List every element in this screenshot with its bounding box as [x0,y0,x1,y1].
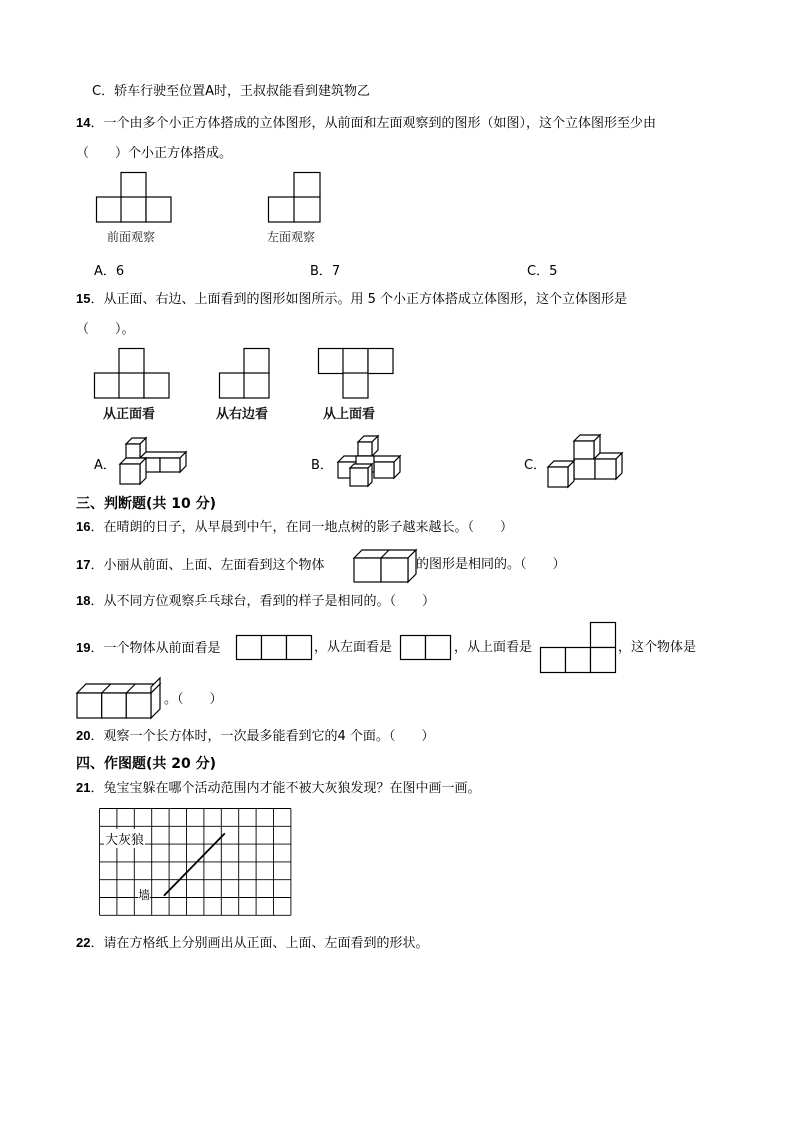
q14-text-line1 [76,114,656,133]
wall-line [164,833,225,895]
q22-number: 22 [76,935,91,950]
q17-object-figure [352,544,418,586]
q19-line [76,639,220,658]
q21-number: 21 [76,780,91,795]
q15-text-line2: （ ）。 [76,322,135,337]
q19-text-d: ，这个物体是 [618,640,697,655]
q14-option-c[interactable]: C．5 [527,264,558,279]
q13-option-c: C．轿车行驶至位置A时，王叔叔能看到建筑物乙 [92,84,370,99]
q14-number: 14 [76,115,91,130]
q21-wolf-label: 大灰狼 [104,829,145,848]
q18-text: ．从不同方位观察乒乓球台，看到的样子是相同的。（ ） [90,594,435,609]
q19-text-c: ，从上面看是 [454,640,533,655]
q14-left-view-figure [268,172,324,224]
q14-front-view-figure [96,172,176,224]
section-3-title: 三、判断题(共 10 分) [76,496,217,512]
q17-number: 17 [76,557,91,572]
q17-text-after: 的图形是相同的。（ ） [416,557,566,572]
q15-option-a-cubes[interactable] [118,436,190,486]
q16 [76,518,513,537]
q14-option-b[interactable]: B．7 [310,264,341,279]
q22-text: ．请在方格纸上分别画出从正面、上面、左面看到的形状。 [90,936,429,951]
q15-right-caption: 从右边看 [216,407,269,422]
q17-text-before: ．小丽从前面、上面、左面看到这个物体 [90,558,325,573]
q17 [76,556,324,575]
q15-top-caption: 从上面看 [323,407,376,422]
q15-text-line1 [76,290,627,309]
q21-grid-figure[interactable] [99,808,291,926]
q19-object-figure [76,678,166,722]
q19-number: 19 [76,640,91,655]
q21-text: ．兔宝宝躲在哪个活动范围内才能不被大灰狼发现？在图中画一画。 [90,781,481,796]
q19-left-view-figure [400,635,454,661]
q21-wall-label: 墙 [138,888,151,902]
q20-number: 20 [76,728,91,743]
q19-text-a: ．一个物体从前面看是 [90,641,221,656]
q15-front-view-figure [94,348,174,402]
q16-number: 16 [76,519,91,534]
q15-stem: ．从正面、右边、上面看到的图形如图所示。用 5 个小正方体搭成立体图形，这个立体图形是 [90,292,628,307]
q15-front-caption: 从正面看 [103,407,156,422]
q18-number: 18 [76,593,91,608]
q19-text-end: 。（ ） [164,692,223,707]
q14-text-line2: （ ）个小正方体搭成。 [76,146,233,161]
q15-top-view-figure [318,348,398,402]
q22 [76,934,428,953]
q15-option-a-label[interactable]: A． [94,458,116,473]
q15-option-c-cubes[interactable] [546,433,626,489]
q19-front-view-figure [236,635,314,661]
q18 [76,592,435,611]
q15-option-b-cubes[interactable] [334,434,404,488]
q20 [76,727,434,746]
q15-option-b-label[interactable]: B． [311,458,333,473]
q14-left-caption: 左面观察 [267,230,316,244]
q14-option-a[interactable]: A．6 [94,264,125,279]
q14-stem: ．一个由多个小正方体搭成的立体图形，从前面和左面观察到的图形（如图），这个立体图形至少由 [90,116,656,131]
section-4-title: 四、作图题(共 20 分) [76,756,217,772]
q15-option-c-label[interactable]: C． [524,458,547,473]
q15-right-view-figure [219,348,273,402]
q19-text-b: ，从左面看是 [314,640,393,655]
q19-top-view-figure [540,622,618,674]
q21 [76,779,480,798]
q14-front-caption: 前面观察 [107,230,156,244]
q16-text: ．在晴朗的日子，从早晨到中午，在同一地点树的影子越来越长。（ ） [90,520,513,535]
q20-text: ．观察一个长方体时，一次最多能看到它的4 个面。（ ） [90,729,435,744]
q15-number: 15 [76,291,91,306]
